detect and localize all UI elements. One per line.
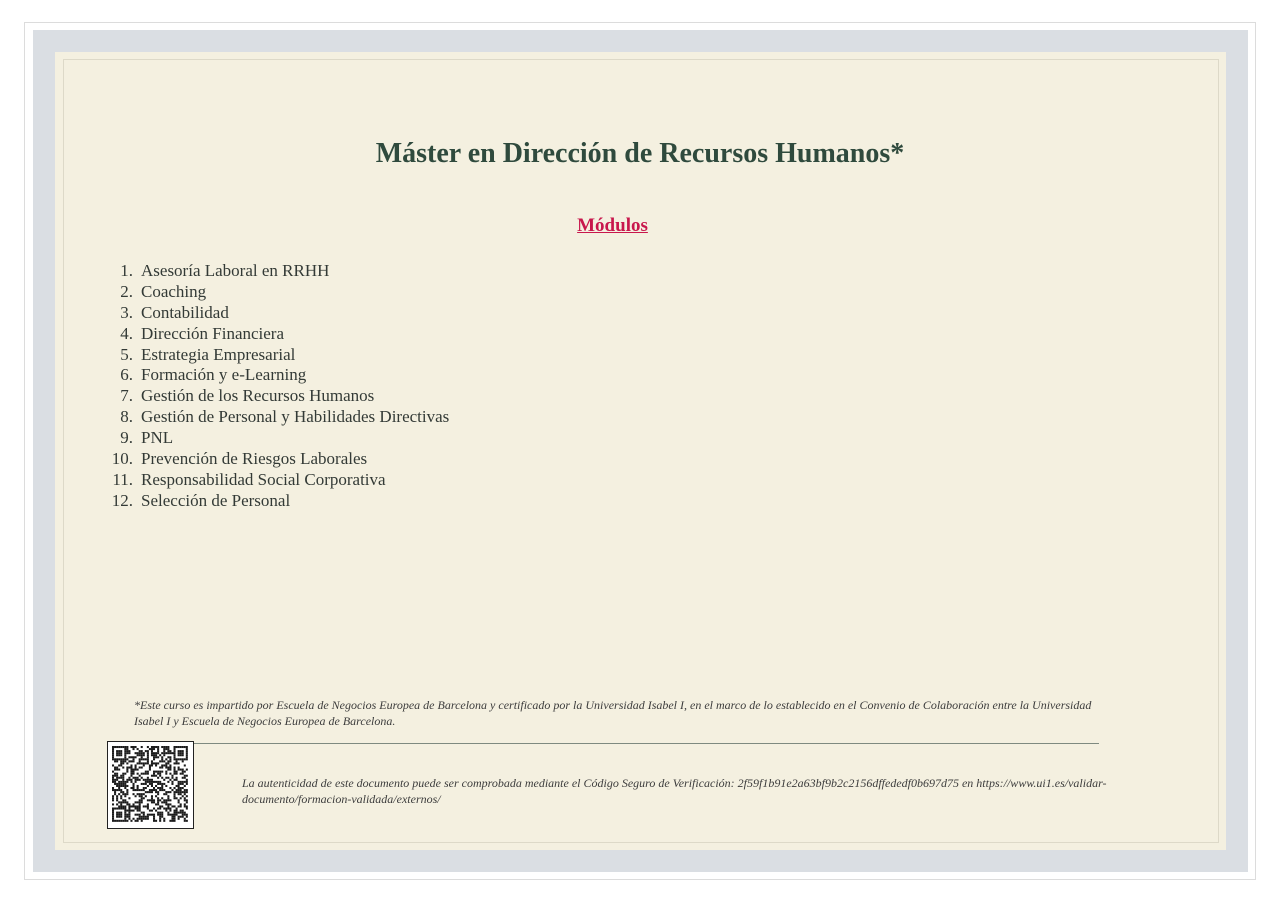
module-item <box>104 470 449 491</box>
module-number: 8. <box>120 407 133 427</box>
module-number: 4. <box>120 323 133 343</box>
module-name: PNL <box>141 428 174 448</box>
footer-divider <box>192 743 1099 744</box>
module-name: Gestión de Personal y Habilidades Directivas <box>141 407 450 427</box>
module-item <box>104 428 449 449</box>
module-name: Dirección Financiera <box>141 323 285 343</box>
module-item <box>104 282 449 303</box>
module-item <box>104 365 449 386</box>
module-name: Contabilidad <box>141 302 229 322</box>
module-item <box>104 324 449 345</box>
modules-heading: Módulos <box>577 215 648 236</box>
footnote-text: *Este curso es impartido por Escuela de Negocios Europea de Barcelona y certificado por la Universidad Isabel I, en el marco de lo establecido en el Convenio de Colaboración entre la Universidad Isabel I y Escuela de Negocios Europea de Barcelona. <box>134 698 1092 728</box>
module-number: 5. <box>120 344 133 364</box>
module-name: Formación y e-Learning <box>141 365 307 385</box>
module-number: 3. <box>120 302 133 322</box>
module-item <box>104 449 449 470</box>
module-number: 1. <box>120 261 133 280</box>
module-number: 12. <box>111 490 133 510</box>
modules-list <box>104 261 449 512</box>
module-number: 9. <box>120 428 133 448</box>
qr-code-icon <box>107 741 194 829</box>
module-name: Coaching <box>141 281 207 301</box>
module-item <box>104 261 449 282</box>
module-name: Gestión de los Recursos Humanos <box>141 386 375 406</box>
module-item <box>104 491 449 512</box>
module-number: 7. <box>120 386 133 406</box>
module-number: 2. <box>120 281 133 301</box>
module-item <box>104 345 449 366</box>
module-number: 10. <box>111 449 133 469</box>
verification-text: La autenticidad de este documento puede ser comprobada mediante el Código Seguro de Verificación: 2f59f1b91e2a63bf9b2c2156dffededf0b697d75 en https://www.ui1.es/validar-documento/formacion-validada/externos/ <box>242 776 1107 806</box>
document-title: Máster en Dirección de Recursos Humanos* <box>375 138 905 169</box>
module-item <box>104 386 449 407</box>
module-name: Prevención de Riesgos Laborales <box>141 449 368 469</box>
module-number: 6. <box>120 365 133 385</box>
module-name: Estrategia Empresarial <box>141 344 296 364</box>
module-name: Responsabilidad Social Corporativa <box>141 469 386 489</box>
module-name: Selección de Personal <box>141 490 291 510</box>
module-number: 11. <box>112 469 133 489</box>
module-item <box>104 303 449 324</box>
module-item <box>104 407 449 428</box>
module-name: Asesoría Laboral en RRHH <box>141 261 330 280</box>
